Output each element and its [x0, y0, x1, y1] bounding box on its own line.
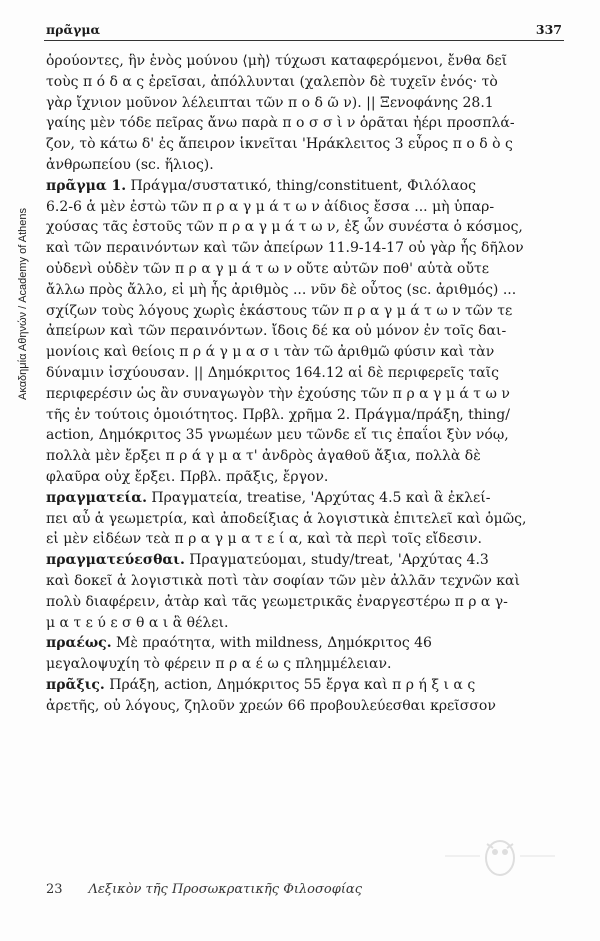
text-line: Πραγματεία, treatise, 'Αρχύτας 4.5 καὶ ἃ ἐκλεί- — [146, 489, 491, 506]
text-line: action, Δημόκριτος 35 γνωμέων μευ τῶνδε εἴ τις ἐπαΐοι ξὺν νόῳ, — [46, 427, 509, 444]
entry-headword: πραέως. — [46, 635, 112, 652]
page-footer — [46, 882, 362, 897]
intro-paragraph — [46, 51, 556, 176]
footer-number: 23 — [46, 882, 63, 897]
entry-praeos — [46, 633, 556, 675]
text-line: ἀρετῆς, οὐ λόγους, ζηλοῦν χρεών 66 προβουλεύεσθαι κρεῖσσον — [46, 697, 496, 714]
text-line: ὁρούοντες, ἣν ἑνὸς μούνου ⟨μὴ⟩ τύχωσι καταφερόμενοι, ἔνθα δεῖ — [46, 53, 508, 69]
text-line: οὐδενὶ οὐδὲν τῶν π ρ α γ μ ά τ ω ν οὔτε αὐτῶν ποθ' αὑτὰ οὔτε — [46, 260, 489, 277]
footer-title: Λεξικὸν τῆς Προσωκρατικῆς Φιλοσοφίας — [88, 882, 362, 897]
text-line: φλαῦρα οὐχ ἔρξει. Πρβλ. πρᾶξις, ἔργον. — [46, 468, 329, 485]
owl-watermark-icon — [440, 834, 560, 878]
text-line: πολὺ διαφέρειν, ἀτὰρ καὶ τᾶς γεωμετρικᾶς ἐναργεστέρω π ρ α γ- — [46, 593, 508, 610]
text-line: μ α τ ε ύ ε σ θ α ι ἃ θέλει. — [46, 614, 229, 631]
text-line: Πράγμα/συστατικό, thing/constituent, Φιλόλαος — [126, 177, 476, 194]
text-line: τοὺς π ό δ α ς ἐρεῖσαι, ἀπόλλυνται (χαλεπὸν δὲ τυχεῖν ἑνός· τὸ — [46, 73, 498, 90]
header-rule — [44, 40, 564, 41]
entry-pragmateia — [46, 488, 556, 550]
text-line: μεγαλοψυχίη τὸ φέρειν π ρ α έ ω ς πλημμέλειαν. — [46, 656, 392, 673]
entry-headword: πραγματεύεσθαι. — [46, 552, 185, 569]
entry-praxis — [46, 675, 556, 717]
entry-pragma — [46, 176, 556, 488]
dictionary-body — [46, 51, 556, 717]
text-line: ἄλλω πρὸς ἄλλο, εἰ μὴ ἧς ἀριθμὸς ... νῦν δὲ οὗτος (sc. ἀριθμός) ... — [46, 281, 517, 298]
text-line: 6.2-6 ἁ μὲν ἐστὼ τῶν π ρ α γ μ ά τ ω ν ἀίδιος ἔσσα ... μὴ ὑπαρ- — [46, 198, 495, 215]
text-line: Πραγματεύομαι, study/treat, 'Αρχύτας 4.3 — [184, 552, 489, 569]
text-line: Πράξη, action, Δημόκριτος 55 ἔργα καὶ π ρ ή ξ ι α ς — [104, 676, 476, 693]
text-line: τῆς ἐν τούτοις ὁμοιότητος. Πρβλ. χρῆμα 2. Πράγμα/πράξη, thing/ — [46, 406, 510, 423]
entry-headword: πρᾶγμα 1. — [46, 177, 127, 194]
side-label — [3, 70, 29, 400]
text-line: γαίης μὲν τόδε πεῖρας ἄνω παρὰ π ο σ σ ὶ ν ὁρᾶται ἠέρι προσπλά- — [46, 115, 515, 132]
entry-headword: πραγματεία. — [46, 489, 147, 506]
page-number: 337 — [535, 22, 562, 37]
running-header-title: πρᾶγμα — [46, 22, 101, 37]
side-label-text: Ακαδημία Αθηνών / Academy of Athens — [17, 207, 29, 400]
text-line: περιφερέσιν ὡς ἂν συναγωγὸν τὴν ἐχούσης τῶν π ρ α γ μ ά τ ω ν — [46, 385, 510, 402]
text-line: καὶ τῶν περαινόντων καὶ τῶν ἀπείρων 11.9-14-17 οὐ γὰρ ἧς δῆλον — [46, 240, 524, 257]
text-line: γὰρ ἴχνιον μοῦνον λέλειπται τῶν π ο δ ῶ ν). || Ξενοφάνης 28.1 — [46, 94, 494, 111]
entry-pragmateuesthai — [46, 550, 556, 633]
text-line: χούσας τᾶς ἐστοῦς τῶν π ρ α γ μ ά τ ω ν, ἐξ ὧν συνέστα ὁ κόσμος, — [46, 219, 523, 236]
text-line: σχίζων τοὺς λόγους χωρὶς ἑκάστους τῶν π ρ α γ μ ά τ ω ν τῶν τε — [46, 302, 513, 319]
entry-headword: πρᾶξις. — [46, 676, 105, 693]
text-line: πει αὖ ἁ γεωμετρία, καὶ ἀποδείξιας ἁ λογιστικὰ ἐπιτελεῖ καὶ ὁμῶς, — [46, 510, 527, 527]
text-line: μονίοις καὶ θείοις π ρ ά γ μ α σ ι τὰν τῶ ἀριθμῶ φύσιν καὶ τὰν — [46, 344, 495, 361]
text-line: καὶ δοκεῖ ἁ λογιστικὰ ποτὶ τὰν σοφίαν τῶν μὲν ἀλλᾶν τεχνῶν καὶ — [46, 572, 520, 589]
text-line: πολλὰ μὲν ἔρξει π ρ ά γ μ α τ' ἀνδρὸς ἀγαθοῦ ἄξια, πολλὰ δὲ — [46, 448, 481, 465]
text-line: δύναμιν ἰσχύουσαν. || Δημόκριτος 164.12 αἱ δὲ περιφερεῖς ταῖς — [46, 364, 499, 381]
text-line: ζον, τὸ κάτω δ' ἐς ἄπειρον ἱκνεῖται 'Ηράκλειτος 3 εὖρος π ο δ ὸ ς — [46, 136, 513, 153]
text-line: εἰ μὲν εἰδέων τεὰ π ρ α γ μ α τ ε ί α, καὶ τὰ περὶ τοῖς εἴδεσιν. — [46, 531, 482, 548]
text-line: Μὲ πραότητα, with mildness, Δημόκριτος 46 — [111, 635, 432, 652]
text-line: ἀπείρων καὶ τῶν περαινόντων. ἴδοις δέ κα οὐ μόνον ἐν τοῖς δαι- — [46, 323, 507, 340]
text-line: ἀνθρωπείου (sc. ἥλιος). — [46, 156, 214, 173]
